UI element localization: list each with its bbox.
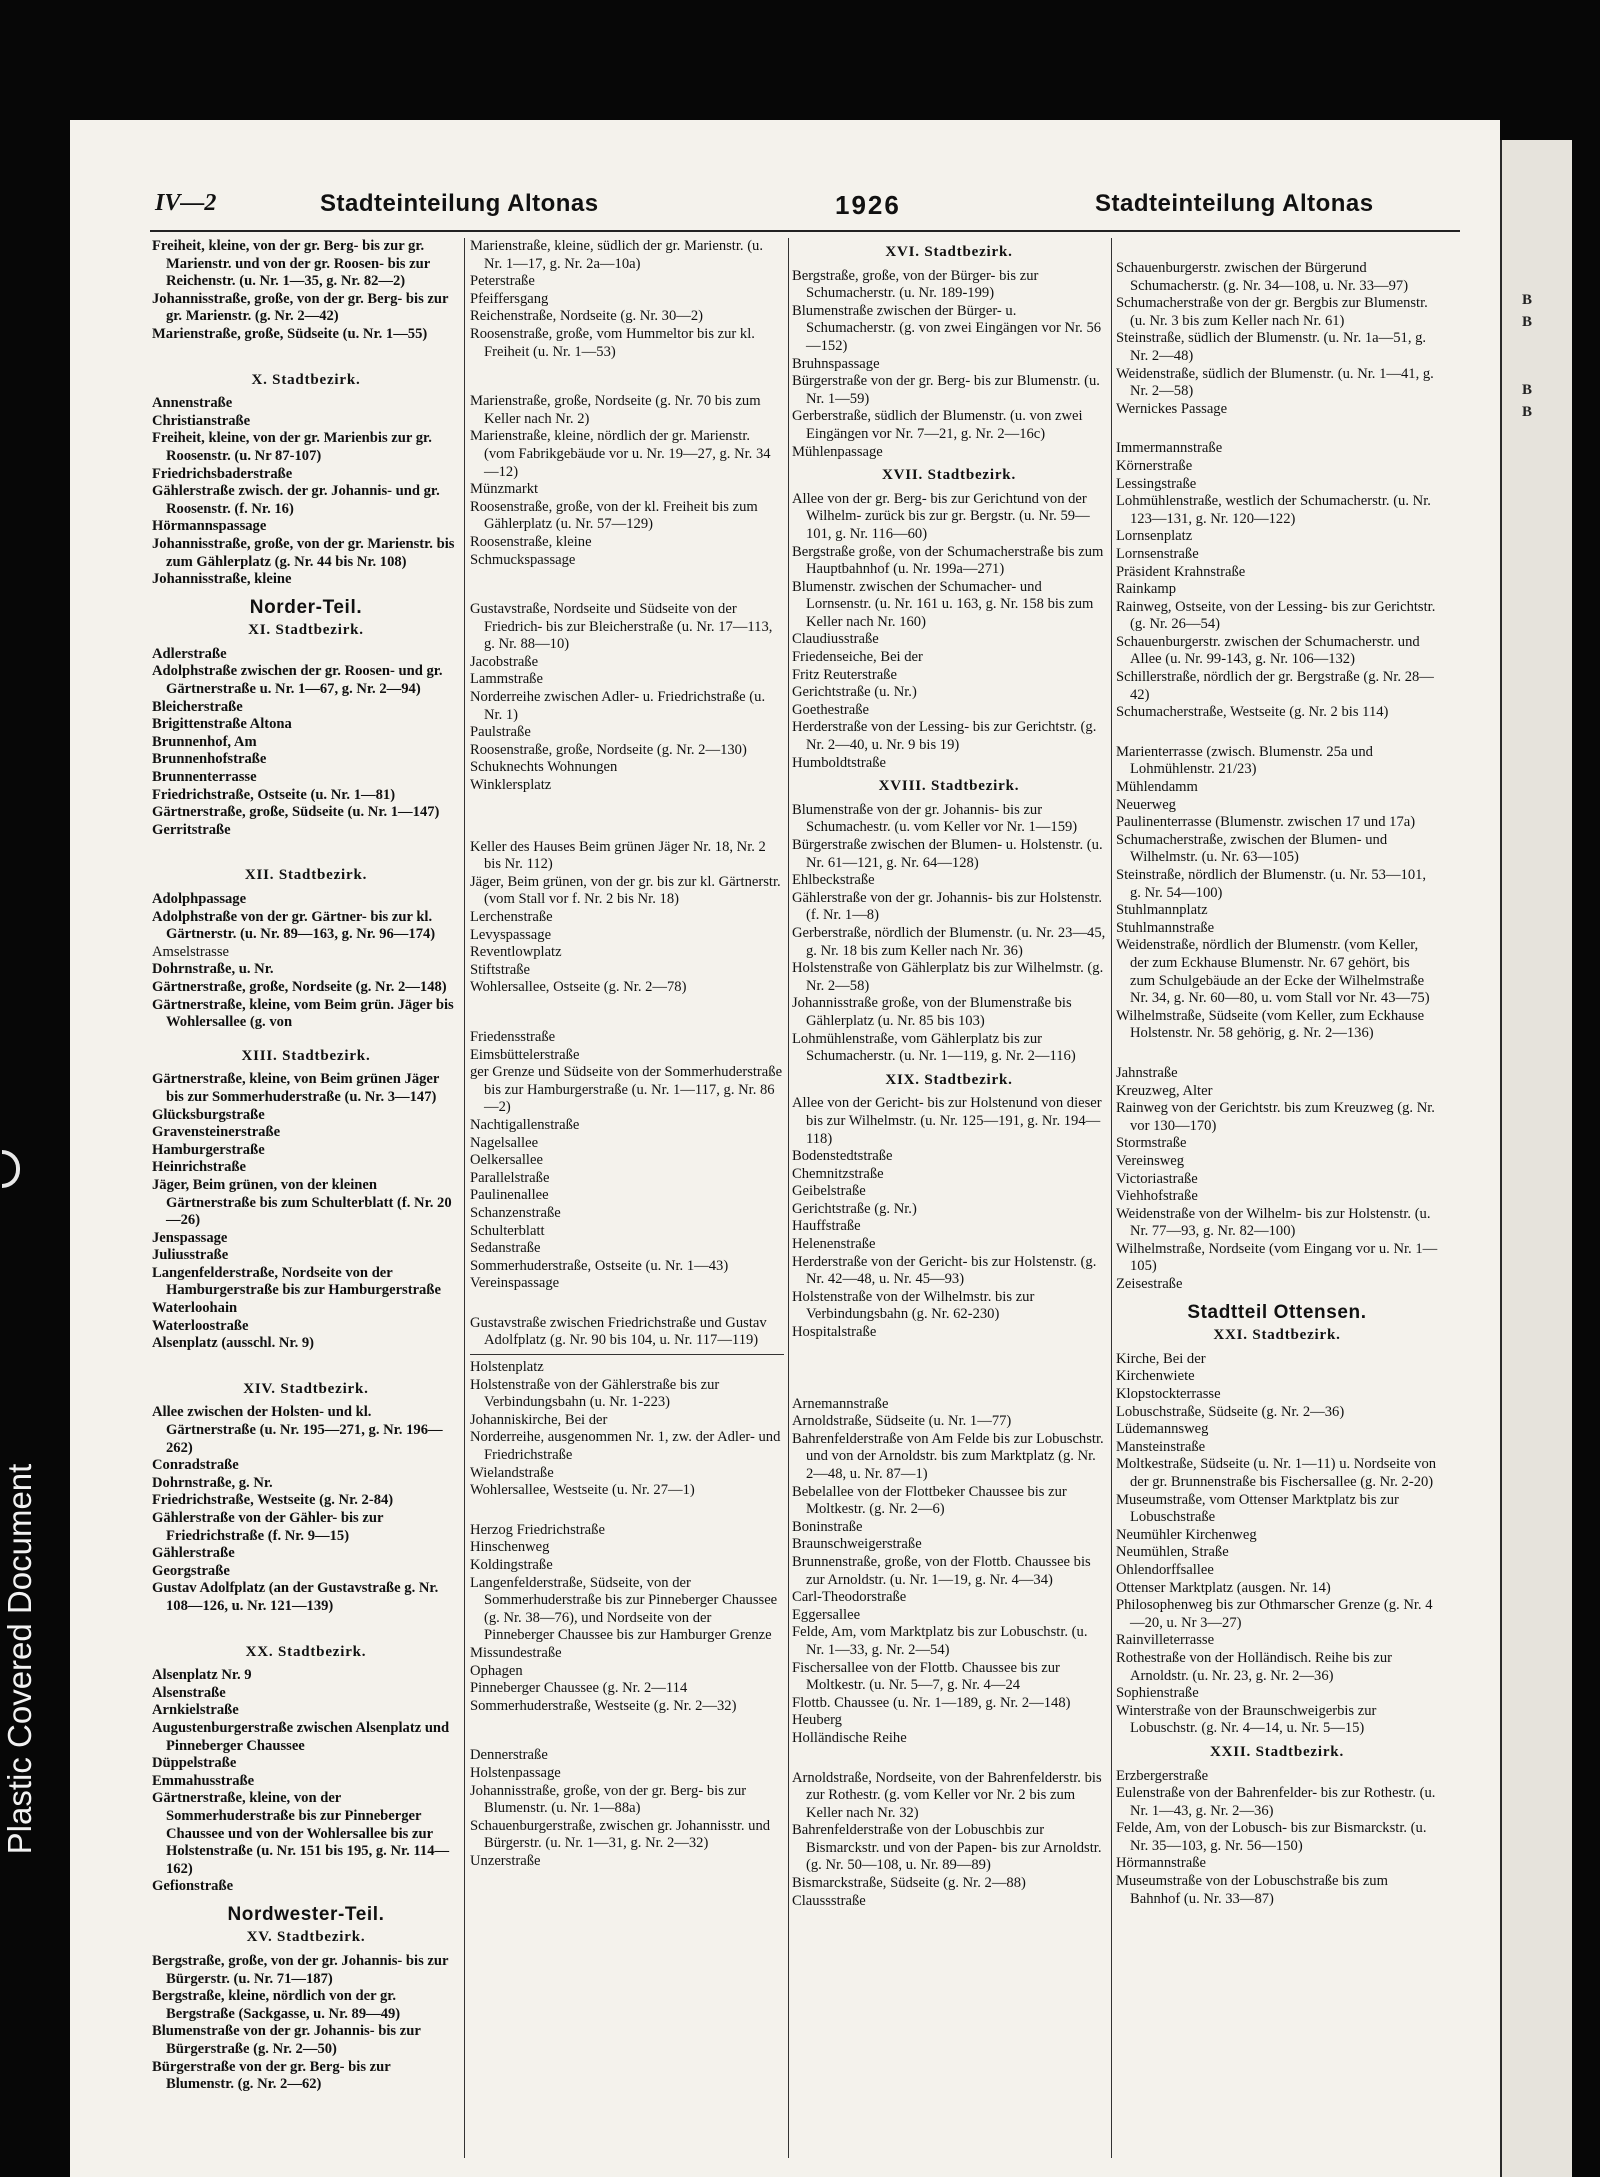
- street-index: [152, 238, 1500, 2158]
- street-entry: Arnoldstraße, Südseite (u. Nr. 1—77): [792, 1413, 1012, 1430]
- street-entry: Rothestraße von der Holländisch. Reihe bis zur Arnoldstr. (u. Nr. 23, g. Nr. 2—36): [1116, 1649, 1392, 1684]
- street-entry: Heinrichstraße: [152, 1159, 247, 1176]
- street-entry: Blumenstraße von der gr. Johannis- bis zur Schumachestr. (u. vom Keller vor Nr. 1—159): [792, 801, 1078, 836]
- street-entry: Gärtnerstraße, kleine, vom Beim grün. Jäger bis Wohlersallee (g. von: [152, 996, 454, 1031]
- street-entry: Schillerstraße, nördlich der gr. Bergstraße (g. Nr. 28—42): [1116, 669, 1434, 703]
- street-entry: Johannisstraße, große, von der gr. Berg- bis zur gr. Marienstr. (g. Nr. 2—42): [152, 290, 449, 325]
- district-heading: X. Stadtbezirk.: [251, 371, 361, 388]
- street-entry: Gerberstraße, südlich der Blumenstr. (u. von zwei Eingängen vor Nr. 7—21, g. Nr. 2—16c): [792, 408, 1083, 442]
- street-entry: Alsenstraße: [152, 1684, 226, 1701]
- street-entry: Gählerstraße von der Gähler- bis zur Friedrichstraße (f. Nr. 9—15): [152, 1510, 384, 1544]
- street-entry: Nachtigallenstraße: [470, 1116, 580, 1133]
- street-entry: Mansteinstraße: [1116, 1438, 1206, 1455]
- document-page: [70, 120, 1500, 2177]
- street-entry: Ophagen: [470, 1662, 523, 1679]
- street-entry: Missundestraße: [470, 1644, 562, 1661]
- header-rule: [150, 230, 1460, 232]
- spacer: [470, 1715, 784, 1737]
- street-entry: Schauenburgerstraße, zwischen gr. Johannisstr. und Bürgerstr. (u. Nr. 1—31, g. Nr. 2—32): [470, 1817, 771, 1852]
- street-entry: Eggersallee: [792, 1606, 861, 1623]
- street-entry: Gärtnerstraße, große, Südseite (u. Nr. 1—147): [152, 804, 440, 821]
- part-heading: Stadtteil Ottensen.: [1187, 1301, 1367, 1323]
- street-entry: Hörmannstraße: [1116, 1855, 1206, 1872]
- edge-fragment: B: [1522, 404, 1533, 420]
- street-entry: Kreuzweg, Alter: [1116, 1082, 1213, 1099]
- spacer: [792, 1748, 1106, 1770]
- street-entry: Georgstraße: [152, 1562, 230, 1579]
- street-entry: Bürgerstraße von der gr. Berg- bis zur Blumenstr. (u. Nr. 1—59): [792, 373, 1100, 407]
- street-entry: Allee von der gr. Berg- bis zur Gerichtund von der Wilhelm- zurück bis zur gr. Bergstr. (u. Nr. 59—101, g. Nr. 116—60): [792, 490, 1090, 542]
- street-entry: Nagelsallee: [470, 1134, 539, 1151]
- part-heading: Nordwester-Teil.: [227, 1903, 385, 1925]
- street-entry: Waterloohain: [152, 1300, 238, 1317]
- street-entry: Roosenstraße, große, von der kl. Freiheit bis zum Gählerplatz (u. Nr. 57—129): [470, 498, 758, 533]
- district-heading: XXI. Stadtbezirk.: [1213, 1327, 1341, 1344]
- street-entry: Gählerstraße zwisch. der gr. Johannis- und gr. Roosenstr. (f. Nr. 16): [152, 483, 440, 517]
- street-entry: Museumstraße von der Lobuschstraße bis zum Bahnhof (u. Nr. 33—87): [1116, 1873, 1388, 1907]
- street-entry: Marienstraße, große, Südseite (u. Nr. 1—55): [152, 325, 428, 342]
- street-entry: Neumühler Kirchenweg: [1116, 1526, 1257, 1543]
- street-entry: Allee zwischen der Holsten- und kl. Gärtnerstraße (u. Nr. 195—271, g. Nr. 196—262): [152, 1404, 443, 1456]
- street-entry: Herderstraße von der Gericht- bis zur Holstenstr. (g. Nr. 42—48, u. Nr. 45—93): [792, 1253, 1097, 1288]
- street-entry: Stuhlmannstraße: [1116, 919, 1215, 936]
- district-heading: XIV. Stadtbezirk.: [243, 1380, 369, 1397]
- street-entry: Annenstraße: [152, 395, 233, 412]
- street-entry: Schauenburgerstr. zwischen der Schumacherstr. und Allee (u. Nr. 99-143, g. Nr. 106—132): [1116, 633, 1420, 668]
- header-year: 1926: [835, 190, 901, 220]
- street-entry: Norderreihe, ausgenommen Nr. 1, zw. der Adler- und Friedrichstraße: [470, 1429, 781, 1464]
- street-entry: Münzmarkt: [470, 481, 539, 498]
- street-entry: Blumenstraße zwischen der Bürger- u. Schumacherstr. (g. von zwei Eingängen vor Nr. 56—152): [792, 302, 1102, 354]
- spacer: [470, 817, 784, 839]
- street-entry: Holstenplatz: [470, 1359, 544, 1376]
- street-entry: Steinstraße, nördlich der Blumenstr. (u. Nr. 53—101, g. Nr. 54—100): [1116, 867, 1427, 901]
- street-entry: Johannisstraße, große, von der gr. Berg- bis zur Blumenstr. (u. Nr. 1—88a): [470, 1782, 747, 1817]
- street-entry: Lornsenstraße: [1116, 545, 1199, 562]
- street-entry: Bürgerstraße von der gr. Berg- bis zur Blumenstr. (g. Nr. 2—62): [152, 2058, 391, 2093]
- street-entry: Zeisestraße: [1116, 1276, 1183, 1293]
- street-entry: Bodenstedtstraße: [792, 1148, 893, 1165]
- street-entry: Wilhelmstraße, Südseite (vom Keller, zum Eckhause Holstenstr. Nr. 58 gehörig, g. Nr. 2—136): [1116, 1007, 1425, 1042]
- street-entry: Gerichtstraße (g. Nr.): [792, 1200, 917, 1217]
- street-entry: Boninstraße: [792, 1518, 863, 1535]
- street-entry: Peterstraße: [470, 273, 535, 290]
- street-entry: Holstenstraße von Gählerplatz bis zur Wilhelmstr. (g. Nr. 2—58): [792, 960, 1104, 994]
- street-entry: Wernickes Passage: [1116, 400, 1228, 417]
- street-entry: Ohlendorffsallee: [1116, 1561, 1214, 1578]
- street-entry: Adolphpassage: [152, 891, 247, 907]
- street-entry: Koldingstraße: [470, 1557, 553, 1573]
- street-entry: Hinschenweg: [470, 1539, 550, 1556]
- district-heading: XI. Stadtbezirk.: [248, 622, 364, 639]
- street-entry: Eulenstraße von der Bahrenfelder- bis zur Rothestr. (u. Nr. 1—43, g. Nr. 2—36): [1116, 1785, 1436, 1819]
- street-entry: Bergstraße, große, von der gr. Johannis- bis zur Bürgerstr. (u. Nr. 71—187): [152, 1953, 449, 1987]
- part-heading: Norder-Teil.: [249, 596, 363, 618]
- street-entry: Paulstraße: [470, 724, 531, 741]
- street-entry: Felde, Am, von der Lobusch- bis zur Bismarckstr. (u. Nr. 35—103, g. Nr. 56—150): [1116, 1820, 1427, 1854]
- street-entry: Brunnenstraße, große, von der Flottb. Chaussee bis zur Arnoldstr. (u. Nr. 1—19, g. Nr. 4—34): [792, 1553, 1091, 1588]
- street-entry: Museumstraße, vom Ottenser Marktplatz bis zur Lobuschstraße: [1116, 1491, 1399, 1526]
- street-entry: Chemnitzstraße: [792, 1165, 884, 1182]
- street-entry: Schulterblatt: [470, 1222, 545, 1239]
- district-heading: XII. Stadtbezirk.: [244, 867, 368, 884]
- spacer: [152, 1032, 460, 1042]
- street-entry: Fischersallee von der Flottb. Chaussee bis zur Moltkestr. (u. Nr. 5—7, g. Nr. 4—24: [792, 1659, 1060, 1694]
- street-entry: Gustavstraße, Nordseite und Südseite von der Friedrich- bis zur Bleicherstraße (u. Nr. 17—113, g. Nr. 88—10): [470, 601, 773, 653]
- street-entry: Ottenser Marktplatz (ausgen. Nr. 14): [1116, 1579, 1331, 1596]
- column-divider: [1111, 238, 1112, 2158]
- street-entry: Rainkamp: [1116, 581, 1176, 598]
- street-entry: Rainweg von der Gerichtstr. bis zum Kreuzweg (g. Nr. vor 130—170): [1116, 1100, 1435, 1134]
- street-entry: Herderstraße von der Lessing- bis zur Gerichtstr. (g. Nr. 2—40, u. Nr. 9 bis 19): [792, 719, 1097, 754]
- street-entry: Alsenplatz Nr. 9: [152, 1667, 252, 1684]
- column-divider: [464, 238, 465, 2158]
- street-entry: Jenspassage: [152, 1229, 228, 1246]
- street-entry: Wohlersallee, Ostseite (g. Nr. 2—78): [470, 979, 687, 996]
- spacer: [1116, 418, 1438, 440]
- street-entry: Freiheit, kleine, von der gr. Marienbis zur gr. Roosenstr. (u. Nr 87-107): [152, 430, 432, 464]
- street-entry: Hamburgerstraße: [152, 1141, 265, 1158]
- street-entry: Neuerweg: [1116, 796, 1176, 813]
- street-entry: Marienstraße, kleine, nördlich der gr. Marienstr. (vom Fabrikgebäude vor u. Nr. 19—27, g. Nr. 34—12): [470, 428, 771, 480]
- header-title-right: Stadteinteilung Altonas: [1095, 190, 1374, 217]
- street-entry: Alsenplatz (ausschl. Nr. 9): [152, 1335, 315, 1352]
- street-entry: Weidenstraße, nördlich der Blumenstr. (vom Keller, der zum Eckhause Blumenstr. Nr. 67 gehört, bis zum Schulgebäude an der Ecke der Wilhelmstraße Nr. 34, g. Nr. 60—80, u. vom Stall vor Nr. 43—75): [1116, 937, 1430, 1007]
- street-entry: Rainweg, Ostseite, von der Lessing- bis zur Gerichtstr. (g. Nr. 26—54): [1116, 598, 1436, 633]
- street-entry: Marienstraße, große, Nordseite (g. Nr. 70 bis zum Keller nach Nr. 2): [470, 393, 761, 427]
- street-entry: Reventlowplatz: [470, 944, 562, 961]
- street-entry: Präsident Krahnstraße: [1116, 563, 1246, 580]
- street-entry: Johannisstraße große, von der Blumenstraße bis Gählerplatz (u. Nr. 85 bis 103): [792, 995, 1072, 1029]
- street-entry: Roosenstraße, kleine: [470, 533, 592, 550]
- spacer: [470, 1737, 784, 1747]
- street-entry: Gärtnerstraße, kleine, von Beim grünen Jäger bis zur Sommerhuderstraße (u. Nr. 3—147): [152, 1071, 440, 1105]
- edge-fragment: B: [1522, 314, 1533, 330]
- street-entry: Lessingstraße: [1116, 475, 1197, 492]
- street-entry: Goethestraße: [792, 701, 869, 718]
- street-entry: Parallelstraße: [470, 1169, 550, 1186]
- street-entry: Bergstraße, große, von der Bürger- bis zur Schumacherstr. (u. Nr. 189-199): [792, 267, 1039, 302]
- street-entry: Johannisstraße, kleine: [152, 571, 292, 588]
- street-entry: Sommerhuderstraße, Westseite (g. Nr. 2—32): [470, 1697, 737, 1714]
- street-entry: Arnemannstraße: [792, 1395, 889, 1412]
- street-entry: Schanzenstraße: [470, 1204, 561, 1221]
- street-entry: Blumenstr. zwischen der Schumacher- und Lornsenstr. (u. Nr. 161 u. 163, g. Nr. 158 bis zum Keller nach Nr. 160): [792, 578, 1094, 630]
- street-entry: Victoriastraße: [1116, 1170, 1198, 1187]
- street-entry: Sedanstraße: [470, 1240, 541, 1257]
- street-entry: Klopstockterrasse: [1116, 1386, 1221, 1403]
- street-entry: Kirche, Bei der: [1116, 1350, 1206, 1367]
- header-title-left: Stadteinteilung Altonas: [320, 190, 599, 217]
- street-entry: Lerchenstraße: [470, 909, 553, 925]
- spacer: [470, 795, 784, 817]
- street-entry: Brunnenhof, Am: [152, 733, 257, 750]
- street-entry: Stormstraße: [1116, 1135, 1187, 1152]
- spacer: [470, 569, 784, 591]
- spacer: [470, 383, 784, 393]
- street-entry: Steinstraße, südlich der Blumenstr. (u. Nr. 1a—51, g. Nr. 2—48): [1116, 330, 1427, 364]
- street-entry: Johanniskirche, Bei der: [470, 1411, 608, 1428]
- street-entry: Gerichtstraße (u. Nr.): [792, 684, 917, 701]
- street-entry: Fritz Reuterstraße: [792, 666, 897, 683]
- street-entry: Vereinsweg: [1116, 1152, 1185, 1169]
- street-entry: Marienstraße, kleine, südlich der gr. Marienstr. (u. Nr. 1—17, g. Nr. 2a—10a): [470, 238, 764, 272]
- street-entry: Adolphstraße zwischen der gr. Roosen- und gr. Gärtnerstraße u. Nr. 1—67, g. Nr. 2—94): [152, 663, 443, 698]
- street-entry: Wohlersallee, Westseite (u. Nr. 27—1): [470, 1482, 695, 1499]
- spacer: [470, 1500, 784, 1522]
- street-entry: Holländische Reihe: [792, 1729, 907, 1746]
- street-entry: Langenfelderstraße, Nordseite von der Hamburgerstraße bis zur Hamburgerstraße: [152, 1264, 441, 1299]
- street-entry: Sommerhuderstraße, Ostseite (u. Nr. 1—43): [470, 1257, 729, 1274]
- street-entry: Sophienstraße: [1116, 1685, 1199, 1702]
- spacer: [470, 997, 784, 1019]
- spacer: [152, 344, 460, 366]
- street-entry: Bahrenfelderstraße von der Lobuschbis zur Bismarckstr. und von der Papen- bis zur Arnoldstr. (g. Nr. 50—108, u. Nr. 89—89): [792, 1822, 1102, 1874]
- street-entry: Weidenstraße, südlich der Blumenstr. (u. Nr. 1—41, g. Nr. 2—58): [1116, 365, 1434, 400]
- column-1: [152, 238, 460, 2094]
- street-entry: Stuhlmannplatz: [1116, 902, 1208, 919]
- district-heading: XV. Stadtbezirk.: [246, 1929, 366, 1946]
- spacer: [152, 1616, 460, 1638]
- street-entry: Jacobstraße: [470, 653, 539, 670]
- street-entry: Humboldtstraße: [792, 754, 887, 771]
- street-entry: Philosophenweg bis zur Othmarscher Grenze (g. Nr. 4—20, u. Nr 3—27): [1116, 1597, 1433, 1631]
- street-entry: Holstenstraße von der Gählerstraße bis zur Verbindungsbahn (u. Nr. 1-223): [470, 1376, 720, 1411]
- street-entry: Kirchenwiete: [1116, 1368, 1195, 1385]
- district-heading: XVIII. Stadtbezirk.: [878, 778, 1020, 795]
- street-entry: Bergstraße große, von der Schumacherstraße bis zum Hauptbahnhof (u. Nr. 199a—271): [792, 543, 1104, 578]
- street-entry: Mühlenpassage: [792, 443, 883, 460]
- column-3: [792, 238, 1106, 1910]
- street-entry: Winterstraße von der Braunschweigerbis zur Lobuschstr. (g. Nr. 4—14, u. Nr. 5—15): [1116, 1702, 1377, 1737]
- street-entry: Gärtnerstraße, kleine, von der Sommerhuderstraße bis zur Pinneberger Chaussee und von der Wohlersallee bis zur Holstenstraße (u. Nr. 151 bis 195, g. Nr. 114—162): [152, 1790, 450, 1877]
- district-heading: XVII. Stadtbezirk.: [882, 467, 1016, 484]
- street-entry: Schuknechts Wohnungen: [470, 759, 618, 776]
- street-entry: Viehhofstraße: [1116, 1188, 1198, 1205]
- street-entry: Bürgerstraße zwischen der Blumen- u. Holstenstr. (u. Nr. 61—121, g. Nr. 64—128): [792, 837, 1103, 871]
- edge-fragment: B: [1522, 292, 1533, 308]
- street-entry: Hörmannspassage: [152, 518, 267, 535]
- spacer: [792, 1342, 1106, 1364]
- district-heading: XIII. Stadtbezirk.: [241, 1047, 371, 1064]
- district-heading: XIX. Stadtbezirk.: [885, 1071, 1013, 1088]
- street-entry: Pfeiffersgang: [470, 290, 549, 307]
- street-entry: Claudiusstraße: [792, 631, 879, 648]
- street-entry: Lohmühlenstraße, vom Gählerplatz bis zur Schumacherstr. (u. Nr. 1—119, g. Nr. 2—116): [792, 1030, 1076, 1065]
- street-entry: Bleicherstraße: [152, 698, 243, 715]
- divider-rule: [470, 1354, 784, 1355]
- street-entry: Hauffstraße: [792, 1218, 861, 1235]
- street-entry: Geibelstraße: [792, 1183, 866, 1200]
- street-entry: Christianstraße: [152, 412, 251, 429]
- street-entry: Carl-Theodorstraße: [792, 1589, 907, 1606]
- street-entry: Lüdemannsweg: [1116, 1421, 1209, 1438]
- street-entry: Erzbergerstraße: [1116, 1767, 1209, 1784]
- street-entry: Roosenstraße, große, vom Hummeltor bis zur kl. Freiheit (u. Nr. 1—53): [470, 325, 755, 360]
- street-entry: Herzog Friedrichstraße: [470, 1521, 605, 1538]
- spacer: [1116, 722, 1438, 744]
- street-entry: Friedrichsbaderstraße: [152, 465, 293, 482]
- column-2: [470, 238, 784, 1871]
- street-entry: Lohmühlenstraße, westlich der Schumacherstr. (u. Nr. 123—131, g. Nr. 120—122): [1116, 493, 1431, 527]
- spacer: [470, 591, 784, 601]
- street-entry: Pinneberger Chaussee (g. Nr. 2—114: [470, 1680, 688, 1697]
- street-entry: Emmahusstraße: [152, 1772, 255, 1789]
- street-entry: Gustavstraße zwischen Friedrichstraße und Gustav Adolfplatz (g. Nr. 90 bis 104, u. Nr. 117—119): [470, 1314, 767, 1349]
- street-entry: Schumacherstraße, Westseite (g. Nr. 2 bis 114): [1116, 704, 1389, 721]
- street-entry: Gärtnerstraße, große, Nordseite (g. Nr. 2—148): [152, 978, 447, 995]
- street-entry: Immermannstraße: [1116, 440, 1223, 457]
- street-entry: Rainvilleterrasse: [1116, 1632, 1215, 1649]
- spacer: [1116, 1043, 1438, 1065]
- street-entry: Paulinenallee: [470, 1187, 549, 1204]
- street-entry: Friedensstraße: [470, 1028, 556, 1045]
- street-entry: Körnerstraße: [1116, 457, 1193, 474]
- street-entry: Dohrnstraße, u. Nr.: [152, 961, 274, 978]
- street-entry: Lobuschstraße, Südseite (g. Nr. 2—36): [1116, 1403, 1345, 1420]
- spacer: [470, 361, 784, 383]
- street-entry: Roosenstraße, große, Nordseite (g. Nr. 2—130): [470, 741, 747, 758]
- street-entry: Holstenstraße von der Wilhelmstr. bis zur Verbindungsbahn (g. Nr. 62-230): [792, 1288, 1035, 1323]
- street-entry: Augustenburgerstraße zwischen Alsenplatz und Pinneberger Chaussee: [152, 1719, 450, 1754]
- street-entry: Keller des Hauses Beim grünen Jäger Nr. 18, Nr. 2 bis Nr. 112): [470, 838, 766, 873]
- street-entry: Unzerstraße: [470, 1852, 541, 1869]
- street-entry: Winklersplatz: [470, 777, 552, 794]
- street-entry: Amselstrasse: [152, 943, 230, 960]
- street-entry: Juliusstraße: [152, 1247, 229, 1264]
- page-number: IV—2: [155, 190, 217, 216]
- street-entry: Moltkestraße, Südseite (u. Nr. 1—11) u. Nordseite von der gr. Brunnenstraße bis Fischersallee (g. Nr. 2-20): [1116, 1456, 1437, 1490]
- street-entry: Allee von der Gericht- bis zur Holstenund von dieser bis zur Wilhelmstr. (u. Nr. 125—191, g. Nr. 194—118): [792, 1095, 1102, 1147]
- spine-mark: [2, 1150, 20, 1188]
- street-entry: Schumacherstraße von der gr. Bergbis zur Blumenstr. (u. Nr. 3 bis zum Keller nach Nr. 61): [1116, 295, 1428, 329]
- street-entry: Friedenseiche, Bei der: [792, 649, 923, 666]
- street-entry: Schumacherstraße, zwischen der Blumen- und Wilhelmstr. (u. Nr. 63—105): [1116, 831, 1388, 866]
- street-entry: Gefionstraße: [152, 1878, 234, 1895]
- spacer: [792, 1364, 1106, 1386]
- street-entry: Lornsenplatz: [1116, 528, 1193, 545]
- street-entry: ger Grenze und Südseite von der Sommerhuderstraße bis zur Hamburgerstraße (u. Nr. 1—117, g. Nr. 86—2): [470, 1064, 783, 1116]
- street-entry: Langenfelderstraße, Südseite, von der Sommerhuderstraße bis zur Pinneberger Chaussee (g. Nr. 38—76), und Nordseite von der Pinneberger Chaussee bis zur Hamburger Grenze: [470, 1574, 778, 1644]
- street-entry: Arnoldstraße, Nordseite, von der Bahrenfelderstr. bis zur Rothestr. (g. vom Keller vor Nr. 2 bis zum Keller nach Nr. 32): [792, 1769, 1102, 1821]
- spacer: [152, 839, 460, 861]
- street-entry: Levyspassage: [470, 926, 552, 943]
- street-entry: Schmuckspassage: [470, 551, 576, 568]
- street-entry: Arnkielstraße: [152, 1702, 239, 1719]
- street-entry: Jäger, Beim grünen, von der kleinen Gärtnerstraße bis zum Schulterblatt (f. Nr. 20—26): [152, 1176, 452, 1229]
- street-entry: Jahnstraße: [1116, 1064, 1178, 1081]
- street-entry: Schauenburgerstr. zwischen der Bürgerund Schumacherstr. (g. Nr. 34—108, u. Nr. 33—97): [1116, 260, 1409, 294]
- street-entry: Marienterrasse (zwisch. Blumenstr. 25a und Lohmühlenstr. 21/23): [1116, 743, 1373, 778]
- street-entry: Gravensteinerstraße: [152, 1124, 281, 1141]
- street-entry: Brunnenterrasse: [152, 769, 257, 786]
- district-heading: XVI. Stadtbezirk.: [885, 244, 1013, 260]
- street-entry: Johannisstraße, große, von der gr. Marienstr. bis zum Gählerplatz (g. Nr. 44 bis Nr. 108): [152, 535, 455, 570]
- street-entry: Bebelallee von der Flottbeker Chaussee bis zur Moltkestr. (g. Nr. 2—6): [792, 1483, 1067, 1518]
- street-entry: Gählerstraße: [152, 1545, 235, 1562]
- street-entry: Wielandstraße: [470, 1464, 554, 1481]
- street-entry: Lammstraße: [470, 671, 543, 688]
- page-header: [155, 190, 1450, 230]
- street-entry: Brigittenstraße Altona: [152, 716, 292, 733]
- street-entry: Claussstraße: [792, 1892, 866, 1909]
- street-entry: Freiheit, kleine, von der gr. Berg- bis zur gr. Marienstr. und von der gr. Roosen- bis zur Reichenstr. (u. Nr. 1—35, g. Nr. 82—2): [152, 238, 430, 290]
- street-entry: Vereinspassage: [470, 1275, 560, 1292]
- street-entry: Bismarckstraße, Südseite (g. Nr. 2—88): [792, 1875, 1026, 1892]
- street-entry: Hospitalstraße: [792, 1324, 877, 1341]
- street-entry: Mühlendamm: [1116, 779, 1198, 796]
- street-entry: Reichenstraße, Nordseite (g. Nr. 30—2): [470, 308, 704, 325]
- street-entry: Flottb. Chaussee (u. Nr. 1—189, g. Nr. 2—148): [792, 1694, 1071, 1711]
- street-entry: Brunnenhofstraße: [152, 751, 267, 768]
- street-entry: Eimsbüttelerstraße: [470, 1046, 580, 1063]
- side-label: Plastic Covered Document: [1, 1463, 38, 1855]
- next-page-edge: [1500, 140, 1572, 2177]
- street-entry: Neumühlen, Straße: [1116, 1544, 1229, 1561]
- spacer: [470, 1019, 784, 1029]
- district-heading: XX. Stadtbezirk.: [245, 1643, 367, 1660]
- street-entry: Stiftstraße: [470, 961, 530, 978]
- street-entry: Oelkersallee: [470, 1152, 543, 1169]
- street-entry: Weidenstraße von der Wilhelm- bis zur Holstenstr. (u. Nr. 77—93, g. Nr. 82—100): [1116, 1205, 1431, 1240]
- spacer: [152, 1353, 460, 1375]
- street-entry: Gerberstraße, nördlich der Blumenstr. (u. Nr. 23—45, g. Nr. 18 bis zum Keller nach Nr. 36): [792, 924, 1106, 959]
- spacer: [470, 1293, 784, 1315]
- street-entry: Gerritstraße: [152, 821, 231, 838]
- street-entry: Felde, Am, vom Marktplatz bis zur Lobuschstr. (u. Nr. 1—33, g. Nr. 2—54): [792, 1624, 1088, 1658]
- street-entry: Adlerstraße: [152, 645, 227, 662]
- column-4: [1116, 238, 1438, 1908]
- street-entry: Blumenstraße von der gr. Johannis- bis zur Bürgerstraße (g. Nr. 2—50): [152, 2023, 421, 2058]
- street-entry: Bahrenfelderstraße von Am Felde bis zur Lobuschstr. und von der Arnoldstr. bis zum Marktplatz (g. Nr. 2—48, u. Nr. 87—1): [792, 1430, 1104, 1482]
- street-entry: Waterloostraße: [152, 1317, 249, 1334]
- street-entry: Adolphstraße von der gr. Gärtner- bis zur kl. Gärtnerstr. (u. Nr. 89—163, g. Nr. 96—174): [152, 908, 436, 943]
- street-entry: Ehlbeckstraße: [792, 872, 875, 889]
- spacer: [792, 1386, 1106, 1396]
- street-entry: Holstenpassage: [470, 1764, 561, 1781]
- street-entry: Braunschweigerstraße: [792, 1536, 922, 1553]
- street-entry: Gustav Adolfplatz (an der Gustavstraße g. Nr. 108—126, u. Nr. 121—139): [152, 1580, 439, 1614]
- district-heading: XXII. Stadtbezirk.: [1210, 1743, 1344, 1760]
- street-entry: Dohrnstraße, g. Nr.: [152, 1474, 273, 1491]
- column-divider: [788, 238, 789, 2158]
- street-entry: Friedrichstraße, Ostseite (u. Nr. 1—81): [152, 786, 396, 803]
- street-entry: Gählerstraße von der gr. Johannis- bis zur Holstenstr. (f. Nr. 1—8): [792, 889, 1103, 924]
- street-entry: Paulinenterrasse (Blumenstr. zwischen 17 und 17a): [1116, 814, 1416, 831]
- street-entry: Bruhnspassage: [792, 355, 880, 372]
- edge-fragment: B: [1522, 382, 1533, 398]
- street-entry: Heuberg: [792, 1712, 842, 1729]
- street-entry: Glücksburgstraße: [152, 1106, 265, 1123]
- street-entry: Conradstraße: [152, 1457, 239, 1474]
- street-entry: Helenenstraße: [792, 1236, 876, 1253]
- street-entry: Bergstraße, kleine, nördlich von der gr. Bergstraße (Sackgasse, u. Nr. 89—49): [152, 1988, 401, 2022]
- street-entry: Norderreihe zwischen Adler- u. Friedrichstraße (u. Nr. 1): [470, 689, 766, 723]
- street-entry: Wilhelmstraße, Nordseite (vom Eingang vor u. Nr. 1—105): [1116, 1240, 1438, 1275]
- street-entry: Jäger, Beim grünen, von der gr. bis zur kl. Gärtnerstr. (vom Stall vor f. Nr. 2 bis Nr. 18): [470, 873, 781, 908]
- street-entry: Dennerstraße: [470, 1747, 548, 1764]
- street-entry: Friedrichstraße, Westseite (g. Nr. 2-84): [152, 1492, 394, 1509]
- spacer: [1116, 238, 1438, 260]
- street-entry: Düppelstraße: [152, 1755, 237, 1772]
